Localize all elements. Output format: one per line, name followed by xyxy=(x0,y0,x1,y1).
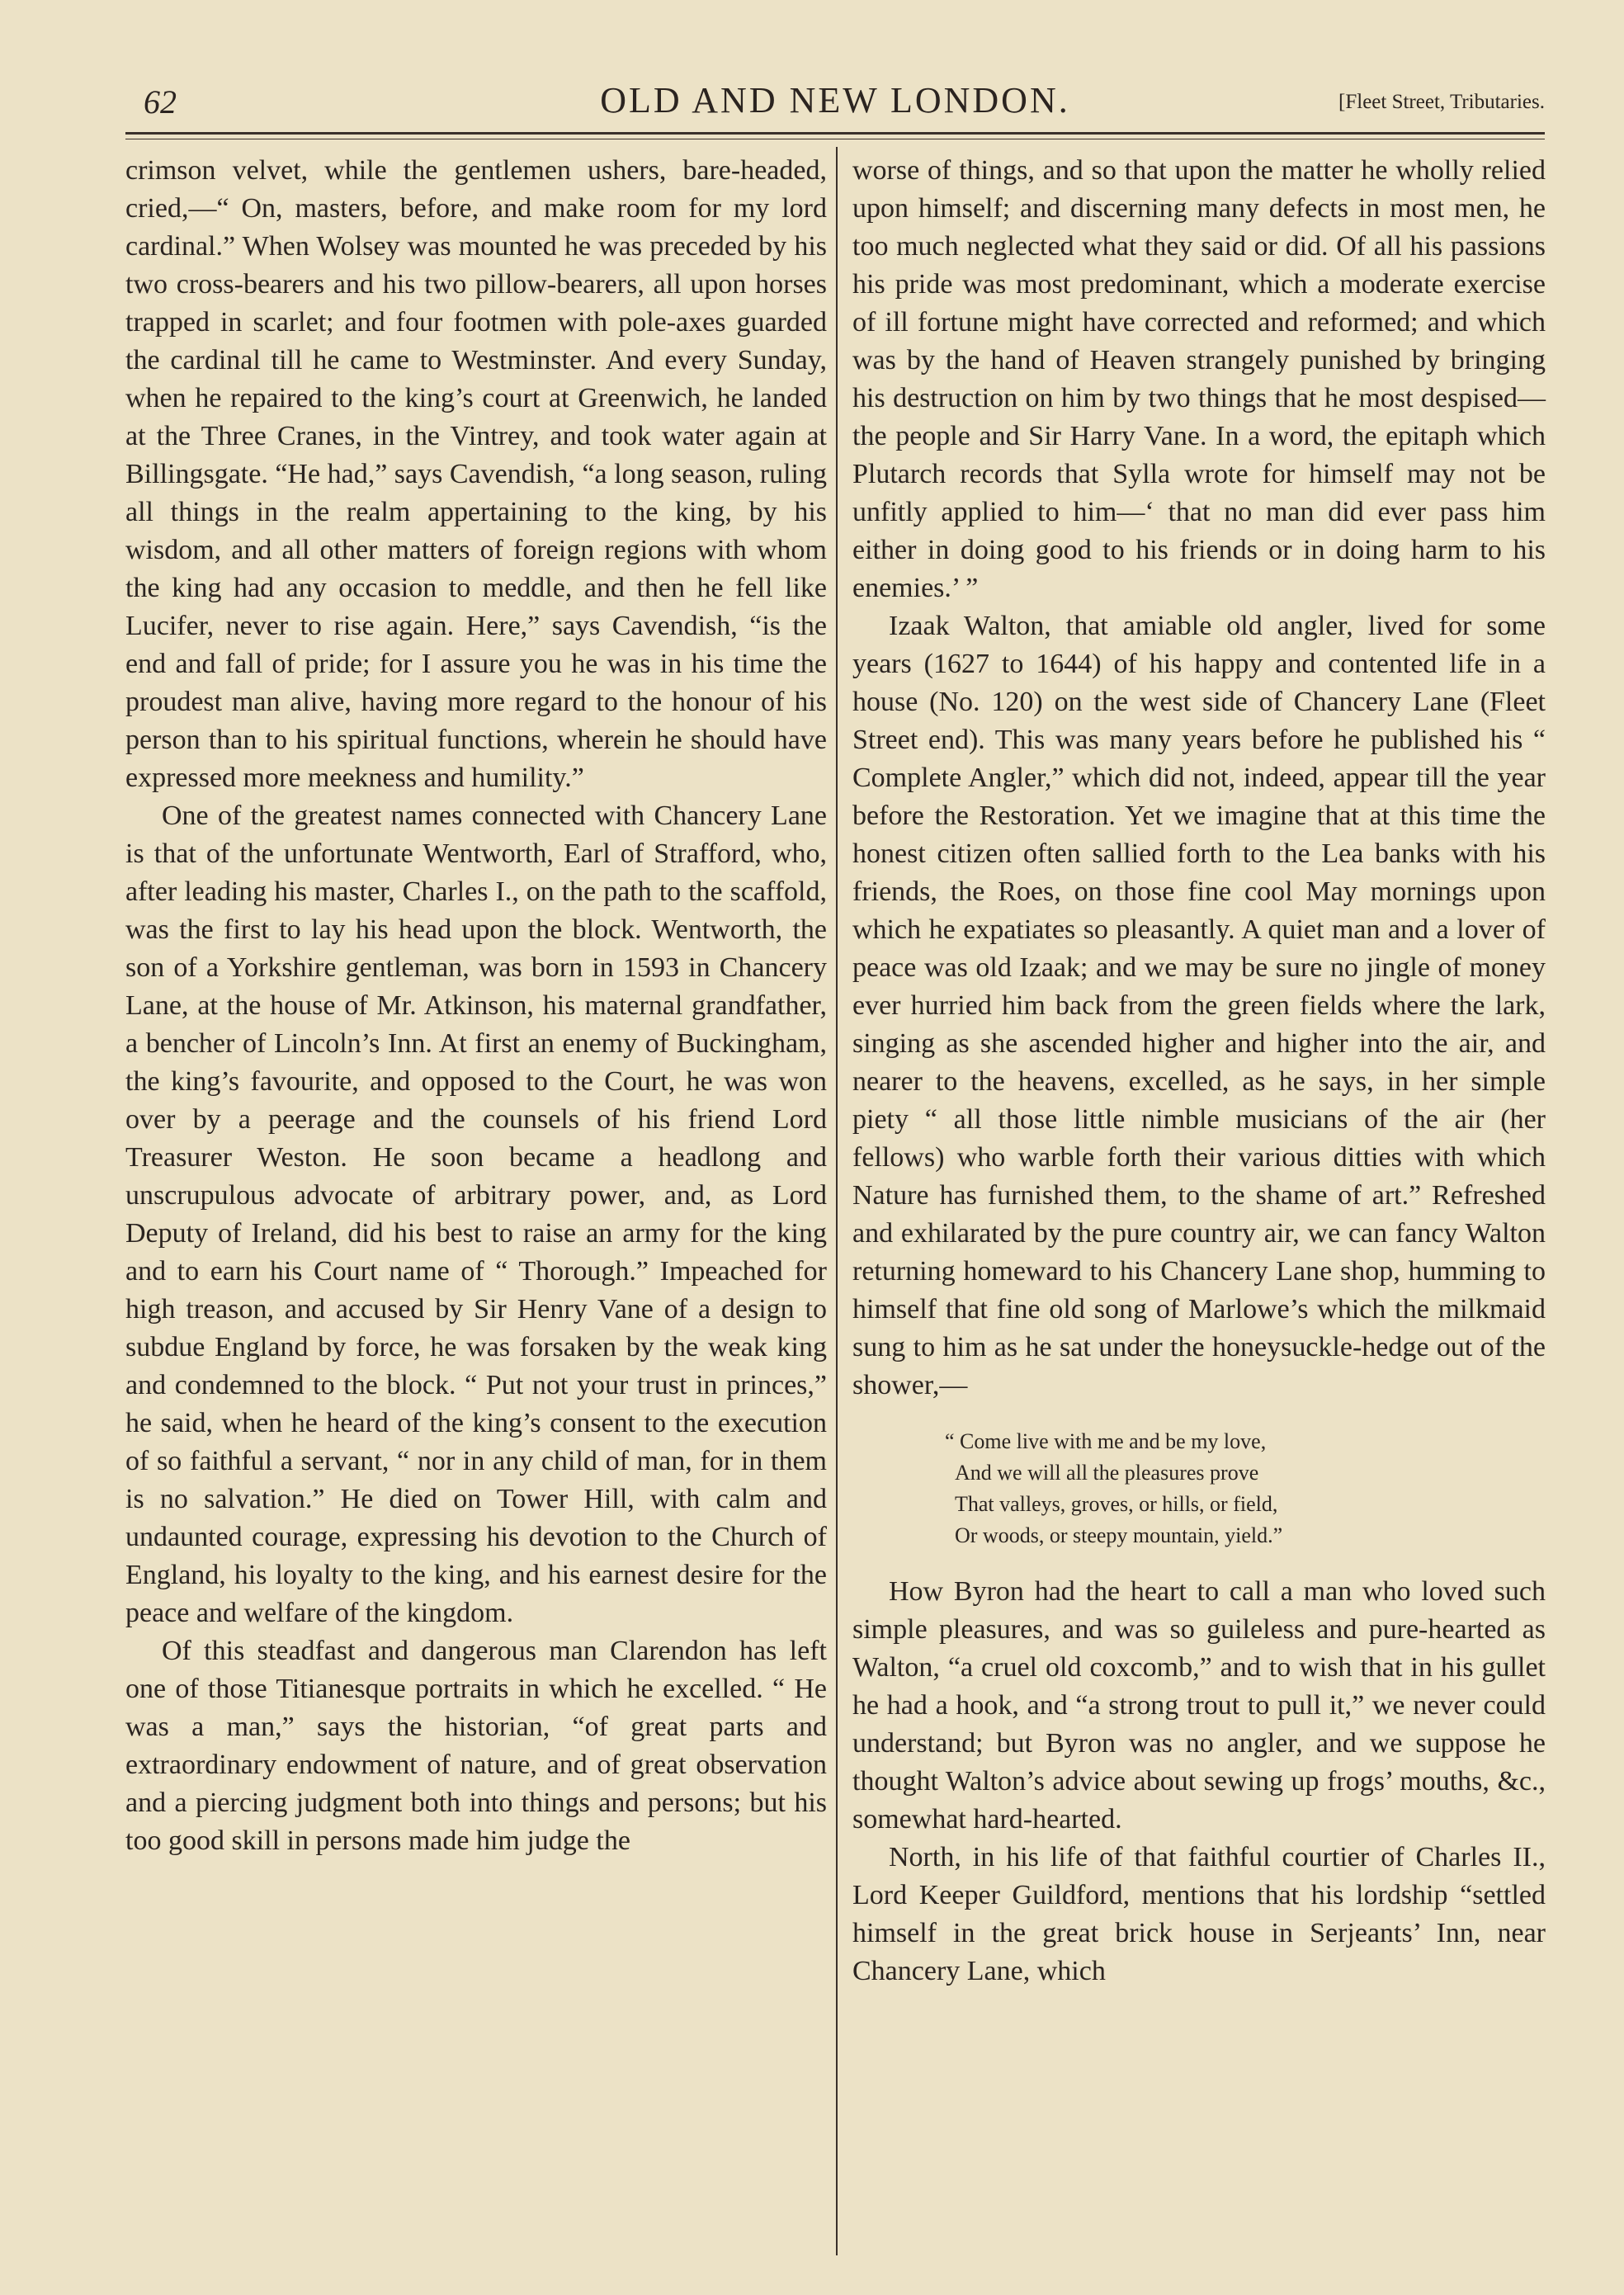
right-paragraph-3: How Byron had the heart to call a man who loved such simple pleasures, and was so guileless and pure-hearted as Walton, “a cruel old coxcomb,” and to wish that in his gullet he had a hook, and “a strong trout to pull it,” we never could understand; but Byron was no angler, and we suppose he thought Walton’s advice about sewing up frogs’ mouths, &c., somewhat hard-hearted. xyxy=(852,1576,1546,1835)
verse-line: “ Come live with me and be my love, xyxy=(945,1429,1267,1453)
right-column xyxy=(852,152,1546,1990)
page-header xyxy=(125,76,1545,134)
header-rule xyxy=(125,132,1545,135)
left-paragraph-1: crimson velvet, while the gentlemen ushers, bare-headed, cried,—“ On, masters, before, and make room for my lord cardinal.” When Wolsey was mounted he was preceded by his two cross-bearers and his two pillow-bearers, all upon horses trapped in scarlet; and four footmen with pole-axes guarded the cardinal till he came to Westminster. And every Sunday, when he repaired to the king’s court at Greenwich, he landed at the Three Cranes, in the Vintrey, and took water again at Billingsgate. “He had,” says Cavendish, “a long season, ruling all things in the realm appertaining to the king, by his wisdom, and all other matters of foreign regions with whom the king had any occasion to meddle, and then he fell like Lucifer, never to rise again. Here,” says Cavendish, “is the end and fall of pride; for I assure you he was in his time the proudest man alive, having more regard to the honour of his person than to his spiritual functions, wherein he should have expressed more meekness and humility.” xyxy=(125,155,827,793)
section-title: [Fleet Street, Tributaries. xyxy=(1338,91,1545,113)
verse-line: Or woods, or steepy mountain, yield.” xyxy=(955,1523,1283,1547)
left-paragraph-2: One of the greatest names connected with Chancery Lane is that of the unfortunate Wentworth, Earl of Strafford, who, after leading his master, Charles I., on the path to the scaffold, was the first to lay his head upon the block. Wentworth, the son of a Yorkshire gentleman, was born in 1593 in Chancery Lane, at the house of Mr. Atkinson, his maternal grandfather, a bencher of Lincoln’s Inn. At first an enemy of Buckingham, the king’s favourite, and opposed to the Court, he was won over by a peerage and the counsels of his friend Lord Treasurer Weston. He soon became a headlong and unscrupulous advocate of arbitrary power, and, as Lord Deputy of Ireland, did his best to raise an army for the king and to earn his Court name of “ Thorough.” Impeached for high treason, and accused by Sir Henry Vane of a design to subdue England by force, he was forsaken by the weak king and condemned to the block. “ Put not your trust in princes,” he said, when he heard of the king’s consent to the execution of so faithful a servant, “ nor in any child of man, for in them is no salvation.” He died on Tower Hill, with calm and undaunted courage, expressing his devotion to the Church of England, his loyalty to the king, and his earnest desire for the peace and welfare of the kingdom. xyxy=(125,800,827,1628)
left-column xyxy=(125,152,827,1860)
right-paragraph-1: worse of things, and so that upon the matter he wholly relied upon himself; and discerning many defects in most men, he too much neglected what they said or did. Of all his passions his pride was most predominant, which a moderate exercise of ill fortune might have corrected and reformed; and which was by the hand of Heaven strangely punished by bringing his destruction on him by two things that he most despised—the people and Sir Harry Vane. In a word, the epitaph which Plutarch records that Sylla wrote for himself may not be unfitly applied to him—‘ that no man did ever pass him either in doing good to his friends or in doing harm to his enemies.’ ” xyxy=(852,155,1546,603)
column-divider xyxy=(836,147,838,2255)
left-paragraph-3: Of this steadfast and dangerous man Clarendon has left one of those Titianesque portraits in which he excelled. “ He was a man,” says the historian, “of great parts and extraordinary endowment of nature, and of great observation and a piercing judgment both into things and persons; but his too good skill in persons made him judge the xyxy=(125,1636,827,1856)
running-title: OLD AND NEW LONDON. xyxy=(600,80,1070,120)
right-paragraph-4: North, in his life of that faithful courtier of Charles II., Lord Keeper Guildford, mentions that his lordship “settled himself in the great brick house in Serjeants’ Inn, near Chancery Lane, which xyxy=(852,1842,1546,1986)
right-paragraph-2: Izaak Walton, that amiable old angler, lived for some years (1627 to 1644) of his happy and contented life in a house (No. 120) on the west side of Chancery Lane (Fleet Street end). This was many years before he published his “ Complete Angler,” which did not, indeed, appear till the year before the Restoration. Yet we imagine that at this time the honest citizen often sallied forth to the Lea banks with his friends, the Roes, on those fine cool May mornings upon which he expatiates so pleasantly. A quiet man and a lover of peace was old Izaak; and we may be sure no jingle of money ever hurried him back from the green fields where the lark, singing as she ascended higher and higher into the air, and nearer to the heavens, excelled, as he says, in her simple piety “ all those little nimble musicians of the air (her fellows) who warble forth their various ditties with which Nature has furnished them, to the shame of art.” Refreshed and exhilarated by the pure country air, we can fancy Walton returning homeward to his Chancery Lane shop, humming to himself that fine old song of Marlowe’s which the milkmaid sung to him as he sat under the honeysuckle-hedge out of the shower,— xyxy=(852,611,1546,1400)
verse-line: And we will all the pleasures prove xyxy=(955,1461,1259,1485)
page-number: 62 xyxy=(144,83,177,120)
verse-line: That valleys, groves, or hills, or field, xyxy=(955,1492,1278,1516)
verse-quotation xyxy=(852,1426,1546,1551)
